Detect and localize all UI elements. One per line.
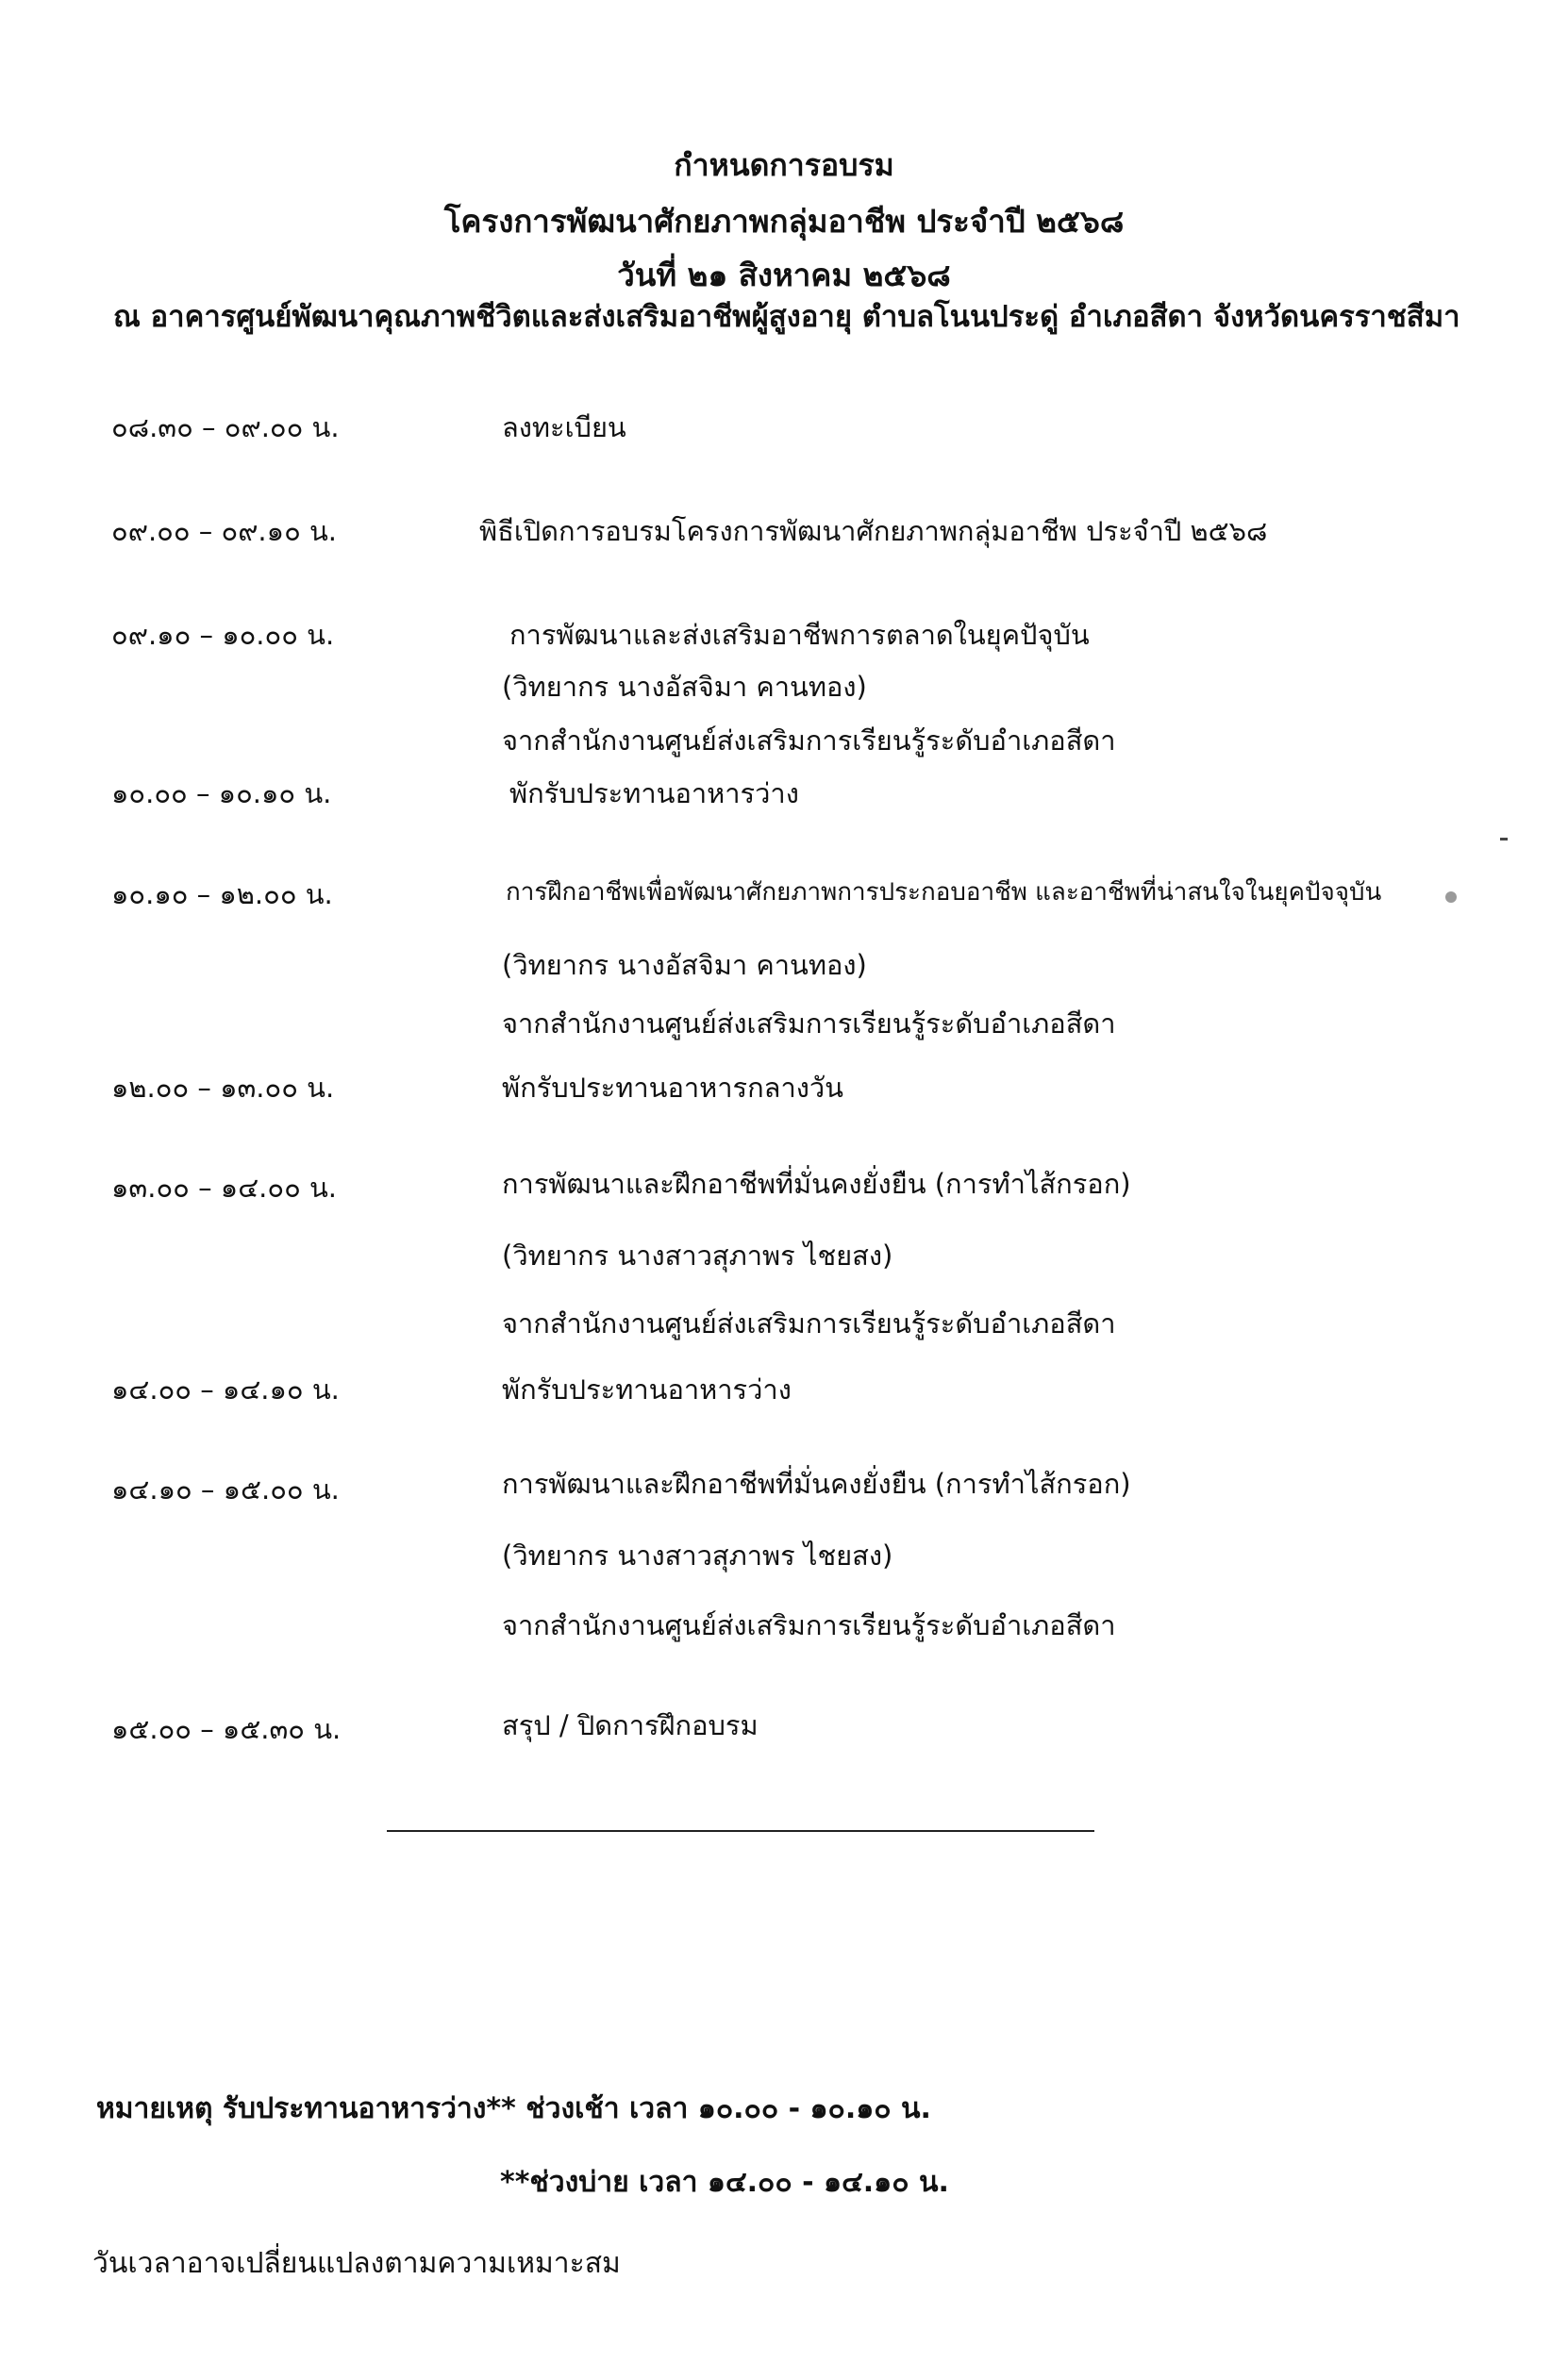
- time-slot: ๑๓.๐๐ – ๑๔.๐๐ น.: [111, 1172, 338, 1204]
- speaker-org: จากสำนักงานศูนย์ส่งเสริมการเรียนรู้ระดับอำเภอสีดา: [502, 1307, 1116, 1340]
- time-slot: ๑๒.๐๐ – ๑๓.๐๐ น.: [111, 1072, 335, 1104]
- venue: ณ อาคารศูนย์พัฒนาคุณภาพชีวิตและส่งเสริมอาชีพผู้สูงอายุ ตำบลโนนประดู่ อำเภอสีดา จังหวัดนครราชสีมา: [113, 300, 1460, 334]
- activity: พักรับประทานอาหารว่าง: [509, 777, 799, 809]
- time-slot: ๑๐.๑๐ – ๑๒.๐๐ น.: [111, 878, 333, 910]
- note-morning: หมายเหตุ รับประทานอาหารว่าง** ช่วงเช้า เวลา ๑๐.๐๐ - ๑๐.๑๐ น.: [96, 2092, 931, 2125]
- activity: การพัฒนาและส่งเสริมอาชีพการตลาดในยุคปัจุบัน: [509, 619, 1090, 651]
- time-slot: ๑๕.๐๐ – ๑๕.๓๐ น.: [111, 1713, 342, 1745]
- activity: สรุป / ปิดการฝึกอบรม: [502, 1709, 759, 1741]
- time-slot: ๑๔.๑๐ – ๑๕.๐๐ น.: [111, 1473, 340, 1506]
- activity: ลงทะเบียน: [502, 411, 626, 443]
- time-slot: ๐๘.๓๐ – ๐๙.๐๐ น.: [111, 411, 340, 443]
- activity: พักรับประทานอาหารว่าง: [502, 1373, 792, 1406]
- activity: พักรับประทานอาหารกลางวัน: [502, 1072, 844, 1104]
- project-name: โครงการพัฒนาศักยภาพกลุ่มอาชีพ ประจำปี ๒๕๖๘: [443, 203, 1125, 240]
- time-slot: ๐๙.๐๐ – ๐๙.๑๐ น.: [111, 515, 338, 547]
- time-slot: ๑๔.๐๐ – ๑๔.๑๐ น.: [111, 1373, 340, 1406]
- activity: การฝึกอาชีพเพื่อพัฒนาศักยภาพการประกอบอาชีพ และอาชีพที่น่าสนใจในยุคปัจจุบัน: [506, 878, 1382, 907]
- scan-mark: [1500, 838, 1508, 840]
- event-date: วันที่ ๒๑ สิงหาคม ๒๕๖๘: [617, 257, 951, 293]
- speaker: (วิทยากร นางอัสจิมา คานทอง): [502, 949, 867, 981]
- doc-title: กำหนดการอบรม: [674, 147, 894, 183]
- speaker-org: จากสำนักงานศูนย์ส่งเสริมการเรียนรู้ระดับอำเภอสีดา: [502, 724, 1116, 757]
- speaker-org: จากสำนักงานศูนย์ส่งเสริมการเรียนรู้ระดับอำเภอสีดา: [502, 1007, 1116, 1040]
- activity: การพัฒนาและฝึกอาชีพที่มั่นคงยั่งยืน (การทำไส้กรอก): [502, 1168, 1131, 1200]
- speaker: (วิทยากร นางสาวสุภาพร ไชยสง): [502, 1240, 893, 1272]
- speaker-org: จากสำนักงานศูนย์ส่งเสริมการเรียนรู้ระดับอำเภอสีดา: [502, 1609, 1116, 1641]
- time-slot: ๐๙.๑๐ – ๑๐.๐๐ น.: [111, 619, 335, 651]
- time-slot: ๑๐.๐๐ – ๑๐.๑๐ น.: [111, 777, 332, 809]
- activity: พิธีเปิดการอบรมโครงการพัฒนาศักยภาพกลุ่มอาชีพ ประจำปี ๒๕๖๘: [479, 515, 1268, 547]
- divider-line: [387, 1830, 1094, 1832]
- note-disclaimer: วันเวลาอาจเปลี่ยนแปลงตามความเหมาะสม: [92, 2247, 621, 2280]
- activity: การพัฒนาและฝึกอาชีพที่มั่นคงยั่งยืน (การทำไส้กรอก): [502, 1468, 1131, 1500]
- speaker: (วิทยากร นางสาวสุภาพร ไชยสง): [502, 1540, 893, 1572]
- scan-speck: [1445, 891, 1457, 903]
- note-afternoon: **ช่วงบ่าย เวลา ๑๔.๐๐ - ๑๔.๑๐ น.: [500, 2166, 949, 2199]
- speaker: (วิทยากร นางอัสจิมา คานทอง): [502, 671, 867, 703]
